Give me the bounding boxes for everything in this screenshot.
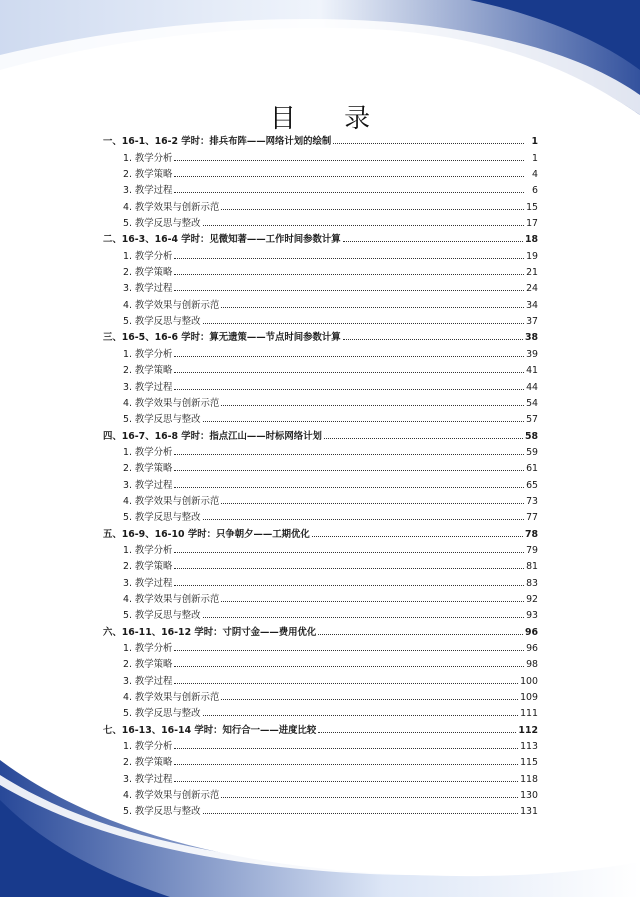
toc-item[interactable] <box>103 491 538 507</box>
toc-page-number: 18 <box>524 234 538 246</box>
dot-leader <box>174 650 524 651</box>
toc-entry-label: 二、16-3、16-4 学时：见微知著——工作时间参数计算 <box>103 234 341 246</box>
toc-entry-label: 四、16-7、16-8 学时：指点江山——时标网络计划 <box>103 430 322 442</box>
toc-item[interactable] <box>103 409 538 425</box>
toc-item[interactable] <box>103 768 538 784</box>
toc-entry-label: 4. 教学效果与创新示范 <box>123 495 220 507</box>
dot-leader <box>221 405 524 406</box>
dot-leader <box>203 617 524 618</box>
dot-leader <box>203 323 524 324</box>
toc-entry-label: 4. 教学效果与创新示范 <box>123 790 220 802</box>
toc-page-number: 38 <box>524 332 538 344</box>
toc-entry-label: 1. 教学分析 <box>123 446 173 458</box>
toc-entry-label: 2. 教学策略 <box>123 561 173 573</box>
dot-leader <box>318 634 523 635</box>
toc-page-number: 81 <box>526 561 538 573</box>
toc-page-number: 1 <box>532 152 538 164</box>
dot-leader <box>174 781 518 782</box>
toc-page-number: 96 <box>526 643 538 654</box>
dot-leader <box>174 274 524 275</box>
dot-leader <box>221 307 524 308</box>
toc-entry-label: 5. 教学反思与整改 <box>123 806 201 818</box>
toc-page-number: 109 <box>520 692 538 704</box>
toc-chapter[interactable] <box>103 719 538 735</box>
toc-entry-label: 5. 教学反思与整改 <box>123 708 201 720</box>
toc-page-number: 93 <box>526 610 538 622</box>
toc-page-number: 39 <box>526 348 538 360</box>
toc-entry-label: 5. 教学反思与整改 <box>123 218 201 230</box>
toc-entry-label: 3. 教学过程 <box>123 185 173 197</box>
toc-entry-label: 2. 教学策略 <box>123 365 173 377</box>
dot-leader <box>174 568 524 569</box>
toc-entry-label: 五、16-9、16-10 学时：只争朝夕——工期优化 <box>103 528 310 540</box>
toc-entry-label: 1. 教学分析 <box>123 741 173 753</box>
dot-leader <box>333 143 524 144</box>
toc-page-number: 115 <box>520 757 538 769</box>
toc-chapter[interactable] <box>103 425 538 441</box>
dot-leader <box>221 503 524 504</box>
dot-leader <box>174 454 524 455</box>
toc-page-number: 44 <box>526 381 538 393</box>
toc-page-number: 100 <box>520 675 538 687</box>
toc-entry-label: 3. 教学过程 <box>123 479 173 491</box>
dot-leader <box>174 666 524 667</box>
toc-item[interactable] <box>103 752 538 768</box>
toc-page-number: 24 <box>526 283 538 295</box>
dot-leader <box>174 290 524 291</box>
toc-page-number: 92 <box>526 593 538 605</box>
toc-page-number: 77 <box>526 512 538 524</box>
toc-item[interactable] <box>103 245 538 261</box>
toc-entry-label: 4. 教学效果与创新示范 <box>123 593 220 605</box>
toc-page-number: 118 <box>520 773 538 785</box>
toc-page-number: 79 <box>526 544 538 556</box>
toc-entry-label: 3. 教学过程 <box>123 577 173 589</box>
toc-entry-label: 2. 教学策略 <box>123 267 173 279</box>
toc-entry-label: 5. 教学反思与整改 <box>123 512 201 524</box>
toc-chapter[interactable] <box>103 131 538 147</box>
dot-leader <box>312 536 523 537</box>
toc-page-number: 21 <box>526 267 538 279</box>
toc-page-number: 6 <box>532 185 538 197</box>
toc-page-number: 37 <box>526 316 538 328</box>
toc-page-number: 17 <box>526 218 538 230</box>
toc-entry-label: 3. 教学过程 <box>123 675 173 687</box>
dot-leader <box>221 209 524 210</box>
page-title: 目 录 <box>269 104 391 134</box>
table-of-contents <box>103 131 538 817</box>
toc-page-number: 130 <box>520 790 538 802</box>
dot-leader <box>203 519 524 520</box>
toc-entry-label: 1. 教学分析 <box>123 152 173 164</box>
toc-item[interactable] <box>103 785 538 801</box>
dot-leader <box>343 241 523 242</box>
dot-leader <box>174 764 518 765</box>
dot-leader <box>174 389 524 390</box>
toc-entry-label: 3. 教学过程 <box>123 381 173 393</box>
toc-entry-label: 一、16-1、16-2 学时：排兵布阵——网络计划的绘制 <box>103 136 332 148</box>
toc-item[interactable] <box>103 801 538 817</box>
toc-page-number: 41 <box>526 365 538 377</box>
toc-entry-label: 4. 教学效果与创新示范 <box>123 299 220 311</box>
dot-leader <box>174 356 524 357</box>
toc-item[interactable] <box>103 605 538 621</box>
toc-item[interactable] <box>103 670 538 686</box>
toc-page-number: 73 <box>526 495 538 507</box>
toc-entry-label: 3. 教学过程 <box>123 283 173 295</box>
toc-page-number: 96 <box>524 626 538 638</box>
toc-entry-label: 1. 教学分析 <box>123 348 173 360</box>
toc-chapter[interactable] <box>103 229 538 245</box>
toc-entry-label: 2. 教学策略 <box>123 169 173 181</box>
toc-item[interactable] <box>103 164 538 180</box>
dot-leader <box>174 372 524 373</box>
toc-item[interactable] <box>103 458 538 474</box>
toc-item[interactable] <box>103 442 538 458</box>
toc-entry-label: 六、16-11、16-12 学时：寸阴寸金——费用优化 <box>103 626 317 638</box>
toc-chapter[interactable] <box>103 523 538 539</box>
toc-item[interactable] <box>103 540 538 556</box>
dot-leader <box>203 225 524 226</box>
toc-chapter[interactable] <box>103 621 538 637</box>
toc-page-number: 65 <box>526 479 538 491</box>
dot-leader <box>174 470 524 471</box>
dot-leader <box>174 487 524 488</box>
toc-item[interactable] <box>103 474 538 490</box>
toc-item[interactable] <box>103 196 538 212</box>
toc-item[interactable] <box>103 654 538 670</box>
toc-entry-label: 1. 教学分析 <box>123 250 173 262</box>
toc-page-number: 1 <box>531 136 538 148</box>
toc-page-number: 4 <box>532 169 538 181</box>
dot-leader <box>221 699 518 700</box>
toc-item[interactable] <box>103 294 538 310</box>
toc-item[interactable] <box>103 393 538 409</box>
dot-leader <box>318 732 516 733</box>
toc-item[interactable] <box>103 589 538 605</box>
toc-page-number: 112 <box>518 724 538 736</box>
toc-item[interactable] <box>103 638 538 654</box>
toc-item[interactable] <box>103 311 538 327</box>
toc-item[interactable] <box>103 180 538 196</box>
toc-entry-label: 5. 教学反思与整改 <box>123 414 201 426</box>
dot-leader <box>174 258 524 259</box>
toc-item[interactable] <box>103 360 538 376</box>
toc-page-number: 98 <box>526 659 538 671</box>
toc-page-number: 34 <box>526 299 538 311</box>
toc-page-number: 58 <box>524 430 538 442</box>
toc-entry-label: 4. 教学效果与创新示范 <box>123 692 220 704</box>
toc-chapter[interactable] <box>103 327 538 343</box>
toc-entry-label: 七、16-13、16-14 学时：知行合一——进度比较 <box>103 724 317 736</box>
dot-leader <box>174 176 524 177</box>
dot-leader <box>324 438 523 439</box>
dot-leader <box>221 601 524 602</box>
dot-leader <box>174 160 524 161</box>
dot-leader <box>343 339 523 340</box>
toc-item[interactable] <box>103 343 538 359</box>
toc-entry-label: 2. 教学策略 <box>123 757 173 769</box>
toc-page-number: 15 <box>526 201 538 213</box>
toc-page-number: 113 <box>520 741 538 753</box>
toc-item[interactable] <box>103 376 538 392</box>
toc-entry-label: 1. 教学分析 <box>123 643 173 654</box>
toc-item[interactable] <box>103 262 538 278</box>
toc-item[interactable] <box>103 278 538 294</box>
toc-page-number: 78 <box>524 528 538 540</box>
dot-leader <box>203 421 524 422</box>
toc-page-number: 131 <box>520 806 538 818</box>
dot-leader <box>174 683 518 684</box>
toc-entry-label: 4. 教学效果与创新示范 <box>123 397 220 409</box>
toc-page-number: 61 <box>526 463 538 475</box>
toc-page-number: 59 <box>526 446 538 458</box>
toc-entry-label: 4. 教学效果与创新示范 <box>123 201 220 213</box>
dot-leader <box>221 797 518 798</box>
toc-item[interactable] <box>103 687 538 703</box>
toc-entry-label: 5. 教学反思与整改 <box>123 316 201 328</box>
toc-item[interactable] <box>103 556 538 572</box>
dot-leader <box>174 552 524 553</box>
toc-item[interactable] <box>103 507 538 523</box>
toc-page-number: 83 <box>526 577 538 589</box>
dot-leader <box>203 813 519 814</box>
toc-item[interactable] <box>103 213 538 229</box>
toc-page-number: 19 <box>526 250 538 262</box>
dot-leader <box>174 748 518 749</box>
toc-entry-label: 1. 教学分析 <box>123 544 173 556</box>
toc-entry-label: 2. 教学策略 <box>123 463 173 475</box>
dot-leader <box>174 585 524 586</box>
toc-item[interactable] <box>103 703 538 719</box>
toc-item[interactable] <box>103 736 538 752</box>
toc-page-number: 54 <box>526 397 538 409</box>
toc-entry-label: 5. 教学反思与整改 <box>123 610 201 622</box>
toc-entry-label: 2. 教学策略 <box>123 659 173 671</box>
toc-entry-label: 3. 教学过程 <box>123 773 173 785</box>
toc-item[interactable] <box>103 572 538 588</box>
toc-item[interactable] <box>103 147 538 163</box>
dot-leader <box>203 715 519 716</box>
toc-entry-label: 三、16-5、16-6 学时：算无遗策——节点时间参数计算 <box>103 332 341 344</box>
toc-page-number: 111 <box>520 708 538 720</box>
dot-leader <box>174 192 524 193</box>
toc-page-number: 57 <box>526 414 538 426</box>
